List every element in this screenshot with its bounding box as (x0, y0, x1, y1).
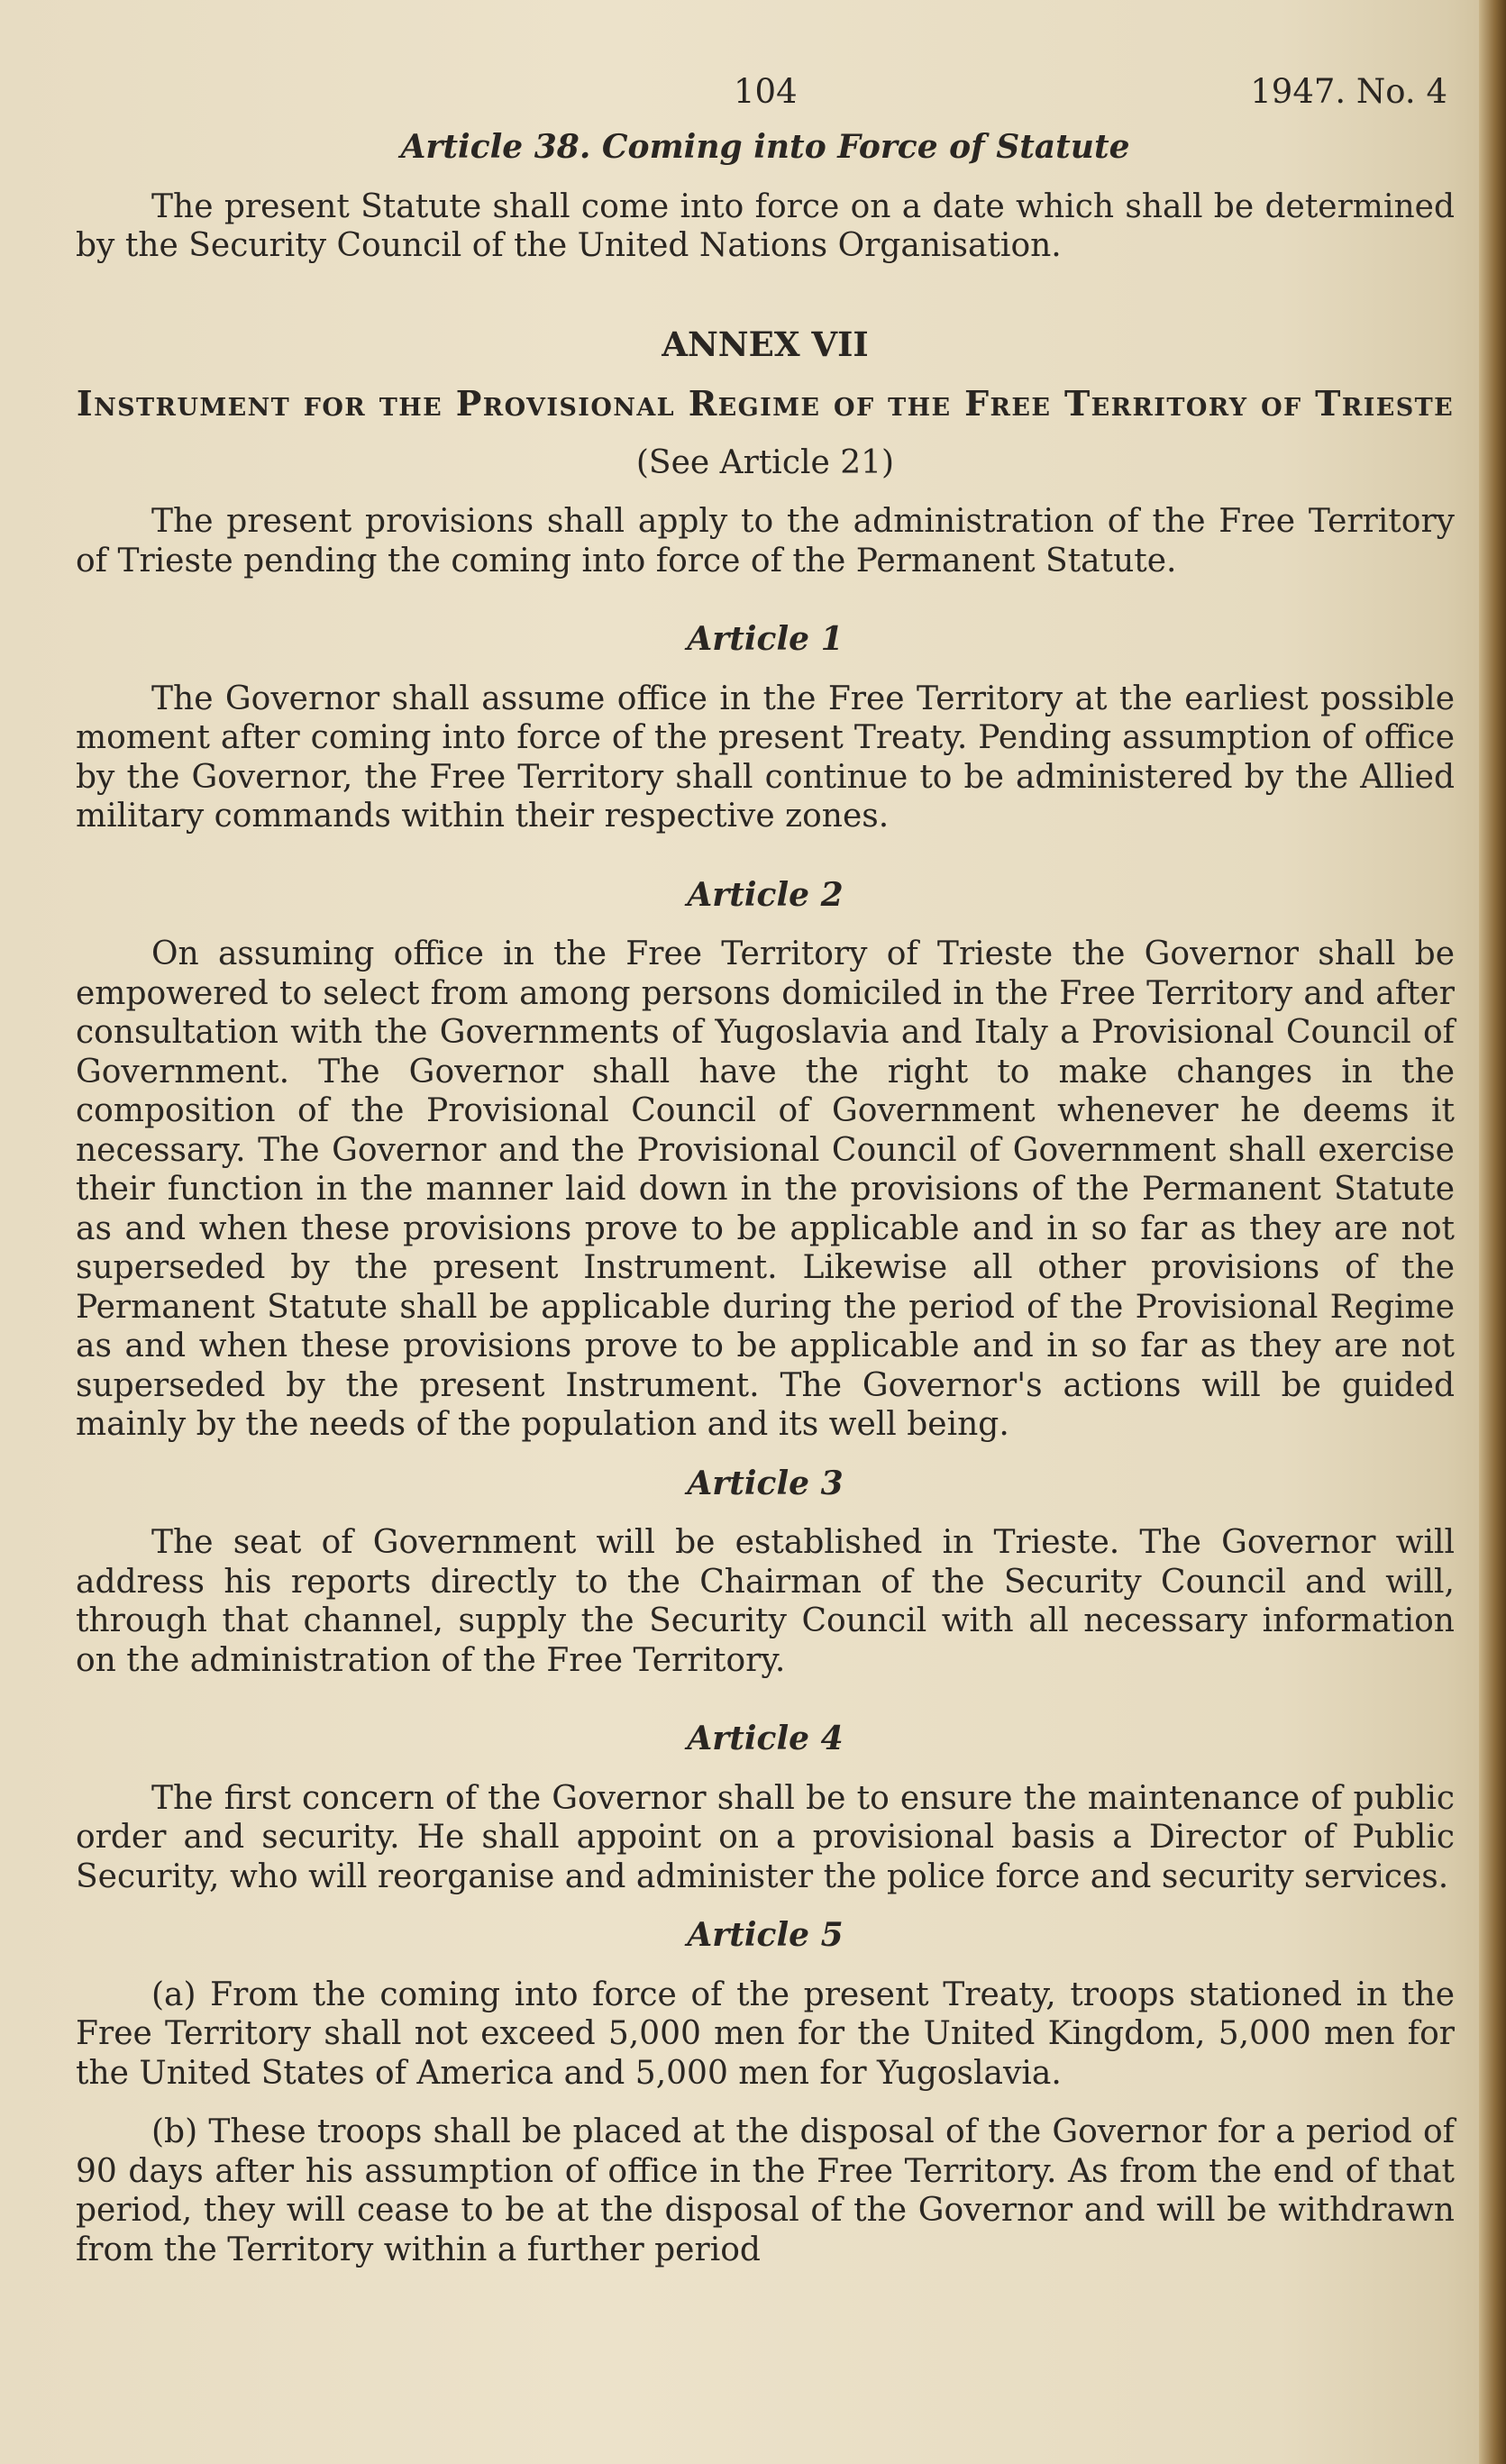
article-3-text: The seat of Government will be established in Trieste. The Governor will address his reports directly to the Chairman of the Security Council and will, through that channel, supply the Security Council with all necessary information on the administration of the Free Territory. (76, 1524, 1455, 1679)
article-2-title: Article 2 (687, 875, 844, 914)
running-header (76, 63, 1455, 111)
article-5-paragraph-a: (a) From the coming into force of the present Treaty, troops stationed in the Free Territory shall not exceed 5,000 men for the United Kingdom, 5,000 men for the United States of America and 5,000 men for Yugoslavia. (76, 1976, 1455, 2092)
article-3-title: Article 3 (687, 1464, 844, 1502)
document-reference: 1947. No. 4 (1250, 72, 1447, 111)
article-2-text: On assuming office in the Free Territory of Trieste the Governor shall be empowered to select from among persons domiciled in the Free Territory and after consultation with the Governments of Yugoslavia and Italy a Provisional Council of Government. The Governor shall have the right to make changes in the composition of the Provisional Council of Government whenever he deems it necessary. The Governor and the Provisional Council of Government shall exercise their function in the manner laid down in the provisions of the Permanent Statute as and when these provisions prove to be applicable and in so far as they are not superseded by the present Instrument. Likewise all other provisions of the Permanent Statute shall be applicable during the period of the Provisional Regime as and when these provisions prove to be applicable and in so far as they are not superseded by the present Instrument. The Governor's actions will be guided mainly by the needs of the population and its well being. (76, 935, 1455, 1443)
article-4-text: The first concern of the Governor shall be to ensure the maintenance of public order and security. He shall appoint on a provisional basis a Director of Public Security, who will reorganise and administer the police force and security services. (76, 1779, 1455, 1895)
preamble-text: The present provisions shall apply to the administration of the Free Territory of Trieste pending the coming into force of the Permanent Statute. (76, 503, 1455, 579)
instrument-title: Instrument for the Provisional Regime of the Free Territory of Trieste (76, 383, 1455, 424)
see-article-reference: (See Article 21) (635, 443, 895, 481)
article-1-title: Article 1 (687, 620, 844, 658)
page-number: 104 (734, 72, 798, 111)
article-38-title: Article 38. Coming into Force of Statute (400, 128, 1130, 166)
annex-title: ANNEX VII (662, 324, 869, 364)
book-binding-edge (1479, 0, 1506, 2464)
article-38-text: The present Statute shall come into force on a date which shall be determined by the Security Council of the United Nations Organisation. (76, 187, 1455, 264)
article-5-title: Article 5 (687, 1916, 844, 1954)
page-content (76, 63, 1455, 2269)
article-5-paragraph-b: (b) These troops shall be placed at the disposal of the Governor for a period of 90 days after his assumption of office in the Free Territory. As from the end of that period, they will cease to be at the disposal of the Governor and will be withdrawn from the Territory within a further period (76, 2113, 1455, 2268)
article-1-text: The Governor shall assume office in the Free Territory at the earliest possible moment after coming into force of the present Treaty. Pending assumption of office by the Governor, the Free Territory shall continue to be administered by the Allied military commands within their respective zones. (76, 680, 1455, 835)
article-4-title: Article 4 (687, 1720, 844, 1757)
